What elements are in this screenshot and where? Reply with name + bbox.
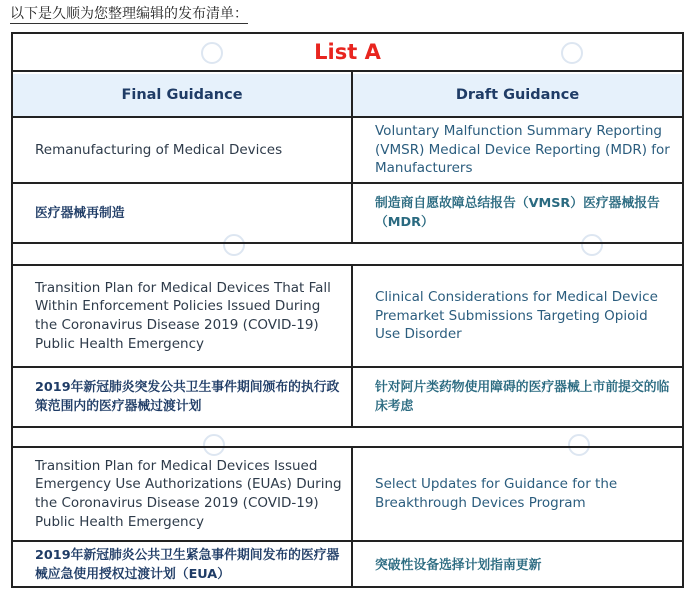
- guidance-table: [11, 32, 684, 588]
- intro-text: 以下是久顺为您整理编辑的发布清单：: [10, 6, 248, 22]
- separator-gap: [351, 244, 355, 264]
- separator-gap: [351, 428, 355, 446]
- divider: [13, 242, 682, 244]
- header-final-guidance: Final Guidance: [13, 74, 351, 116]
- draft-guidance-en: Clinical Considerations for Medical Device Premarket Submissions Targeting Opioid Use Disorder: [375, 288, 658, 343]
- draft-guidance-zh: 针对阿片类药物使用障碍的医疗器械上市前提交的临床考虑: [375, 380, 670, 414]
- final-guidance-en: Transition Plan for Medical Devices That Fall Within Enforcement Policies Issued During the Coronavirus Disease 2019 (COVID-19) Public Health Emergency: [35, 279, 331, 352]
- divider: [13, 426, 682, 428]
- draft-guidance-zh: 制造商自愿故障总结报告（VMSR）医疗器械报告（MDR）: [375, 196, 660, 230]
- final-guidance-zh: 医疗器械再制造: [35, 205, 125, 221]
- table-title: List A: [13, 34, 682, 72]
- draft-guidance-zh: 突破性设备选择计划指南更新: [375, 557, 542, 573]
- draft-guidance-en: Select Updates for Guidance for the Breakthrough Devices Program: [375, 476, 618, 511]
- draft-guidance-en: Voluntary Malfunction Summary Reporting (VMSR) Medical Device Reporting (MDR) for Manufacturers: [375, 122, 670, 177]
- final-guidance-en: Transition Plan for Medical Devices Issued Emergency Use Authorizations (EUAs) During the Coronavirus Disease 2019 (COVID-19) Public Health Emergency: [35, 457, 342, 530]
- column-divider: [351, 72, 353, 588]
- final-guidance-zh: 2019年新冠肺炎公共卫生紧急事件期间发布的医疗器械应急使用授权过渡计划（EUA）: [35, 548, 340, 582]
- final-guidance-en: Remanufacturing of Medical Devices: [35, 141, 283, 158]
- final-guidance-zh: 2019年新冠肺炎突发公共卫生事件期间颁布的执行政策范围内的医疗器械过渡计划: [35, 380, 340, 414]
- header-draft-guidance: Draft Guidance: [353, 74, 682, 116]
